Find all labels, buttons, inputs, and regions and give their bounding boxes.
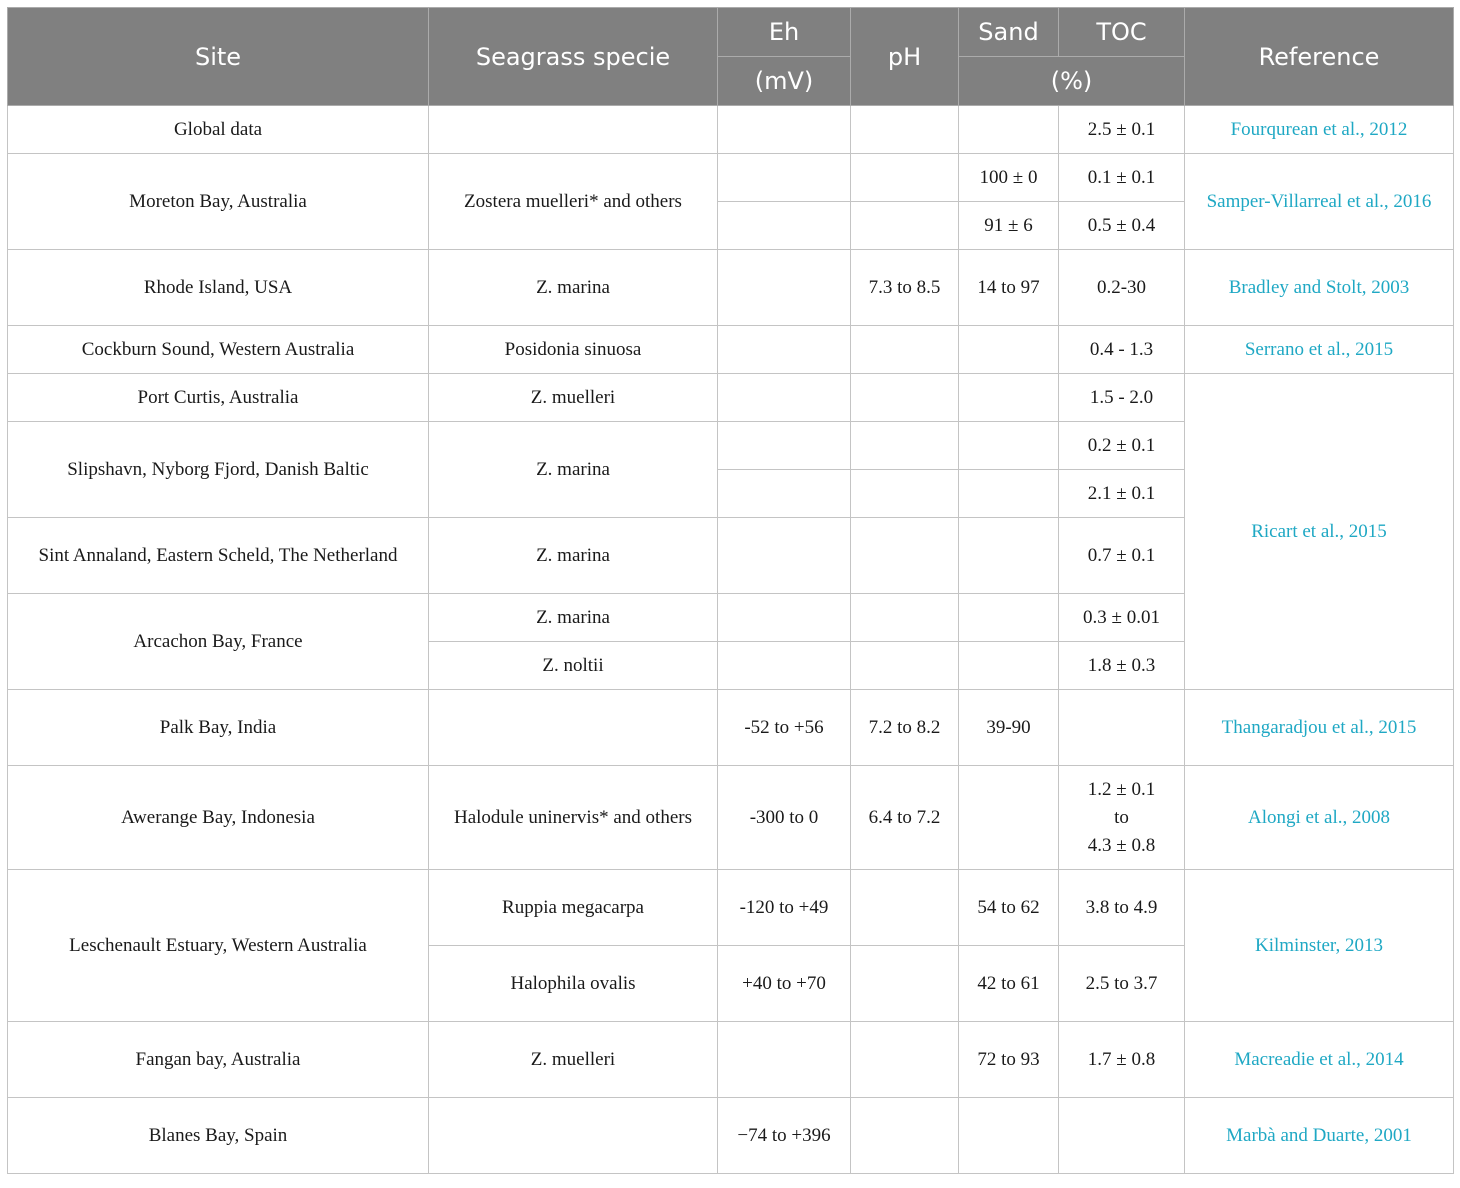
cell-eh: -300 to 0 xyxy=(718,766,851,870)
seagrass-sediment-table xyxy=(7,7,1454,1174)
cell-site: Fangan bay, Australia xyxy=(8,1022,429,1098)
cell-sand: 42 to 61 xyxy=(959,946,1059,1022)
table-header xyxy=(8,8,1454,106)
cell-eh: −74 to +396 xyxy=(718,1098,851,1174)
header-site: Site xyxy=(8,8,429,106)
table-row xyxy=(8,374,1454,422)
table-row xyxy=(8,154,1454,202)
cell-species: Z. marina xyxy=(429,250,718,326)
cell-toc: 2.5 to 3.7 xyxy=(1059,946,1185,1022)
cell-toc: 0.1 ± 0.1 xyxy=(1059,154,1185,202)
table-body xyxy=(8,106,1454,1174)
cell-eh xyxy=(718,422,851,470)
header-eh: Eh xyxy=(718,8,851,57)
cell-species: Z. marina xyxy=(429,594,718,642)
cell-species xyxy=(429,1098,718,1174)
cell-eh xyxy=(718,470,851,518)
cell-toc xyxy=(1059,690,1185,766)
cell-species: Z. marina xyxy=(429,422,718,518)
cell-eh xyxy=(718,374,851,422)
cell-toc xyxy=(1059,766,1185,870)
cell-sand: 100 ± 0 xyxy=(959,154,1059,202)
cell-ph xyxy=(851,106,959,154)
cell-ph xyxy=(851,374,959,422)
table-row xyxy=(8,690,1454,766)
header-percent-unit: (%) xyxy=(959,57,1185,106)
header-sand: Sand xyxy=(959,8,1059,57)
cell-eh xyxy=(718,106,851,154)
cell-sand xyxy=(959,326,1059,374)
cell-eh xyxy=(718,594,851,642)
cell-species: Zostera muelleri* and others xyxy=(429,154,718,250)
table-row xyxy=(8,326,1454,374)
header-toc: TOC xyxy=(1059,8,1185,57)
cell-sand: 54 to 62 xyxy=(959,870,1059,946)
cell-ph xyxy=(851,518,959,594)
cell-toc: 2.1 ± 0.1 xyxy=(1059,470,1185,518)
cell-ph xyxy=(851,326,959,374)
cell-sand xyxy=(959,766,1059,870)
toc-range-end: 4.3 ± 0.8 xyxy=(1087,834,1156,856)
cell-site: Awerange Bay, Indonesia xyxy=(8,766,429,870)
cell-species: Ruppia megacarpa xyxy=(429,870,718,946)
cell-ph: 7.3 to 8.5 xyxy=(851,250,959,326)
cell-site: Sint Annaland, Eastern Scheld, The Netherland xyxy=(8,518,429,594)
cell-ph xyxy=(851,154,959,202)
table-row xyxy=(8,870,1454,946)
cell-ph xyxy=(851,642,959,690)
reference-link[interactable]: Samper-Villarreal et al., 2016 xyxy=(1185,154,1454,250)
cell-eh: -120 to +49 xyxy=(718,870,851,946)
cell-sand xyxy=(959,106,1059,154)
reference-link[interactable]: Thangaradjou et al., 2015 xyxy=(1185,690,1454,766)
cell-ph xyxy=(851,202,959,250)
cell-species: Posidonia sinuosa xyxy=(429,326,718,374)
cell-sand xyxy=(959,1098,1059,1174)
cell-toc: 1.8 ± 0.3 xyxy=(1059,642,1185,690)
cell-sand xyxy=(959,470,1059,518)
cell-toc: 2.5 ± 0.1 xyxy=(1059,106,1185,154)
cell-species: Halodule uninervis* and others xyxy=(429,766,718,870)
header-ph: pH xyxy=(851,8,959,106)
cell-toc: 3.8 to 4.9 xyxy=(1059,870,1185,946)
cell-toc: 0.3 ± 0.01 xyxy=(1059,594,1185,642)
cell-eh: -52 to +56 xyxy=(718,690,851,766)
cell-sand xyxy=(959,518,1059,594)
cell-ph xyxy=(851,946,959,1022)
cell-ph xyxy=(851,870,959,946)
reference-link[interactable]: Ricart et al., 2015 xyxy=(1185,374,1454,690)
table-container xyxy=(7,7,1454,1174)
cell-eh xyxy=(718,250,851,326)
table-row xyxy=(8,106,1454,154)
cell-toc: 1.7 ± 0.8 xyxy=(1059,1022,1185,1098)
cell-site: Arcachon Bay, France xyxy=(8,594,429,690)
reference-link[interactable]: Fourqurean et al., 2012 xyxy=(1185,106,1454,154)
reference-link[interactable]: Marbà and Duarte, 2001 xyxy=(1185,1098,1454,1174)
reference-link[interactable]: Macreadie et al., 2014 xyxy=(1185,1022,1454,1098)
cell-toc xyxy=(1059,1098,1185,1174)
reference-link[interactable]: Serrano et al., 2015 xyxy=(1185,326,1454,374)
cell-toc: 1.5 - 2.0 xyxy=(1059,374,1185,422)
cell-species xyxy=(429,690,718,766)
cell-ph xyxy=(851,470,959,518)
table-row xyxy=(8,1098,1454,1174)
cell-species: Halophila ovalis xyxy=(429,946,718,1022)
cell-ph: 7.2 to 8.2 xyxy=(851,690,959,766)
header-eh-unit: (mV) xyxy=(718,57,851,106)
toc-range-start: 1.2 ± 0.1 xyxy=(1087,778,1156,800)
table-row xyxy=(8,250,1454,326)
cell-species: Z. marina xyxy=(429,518,718,594)
cell-site: Leschenault Estuary, Western Australia xyxy=(8,870,429,1022)
table-row xyxy=(8,1022,1454,1098)
cell-toc: 0.4 - 1.3 xyxy=(1059,326,1185,374)
cell-species xyxy=(429,106,718,154)
header-reference: Reference xyxy=(1185,8,1454,106)
cell-eh xyxy=(718,1022,851,1098)
cell-sand: 91 ± 6 xyxy=(959,202,1059,250)
cell-eh xyxy=(718,642,851,690)
toc-range-to: to xyxy=(1114,806,1129,828)
reference-link[interactable]: Kilminster, 2013 xyxy=(1185,870,1454,1022)
cell-ph xyxy=(851,422,959,470)
cell-sand xyxy=(959,642,1059,690)
cell-site: Global data xyxy=(8,106,429,154)
cell-sand: 72 to 93 xyxy=(959,1022,1059,1098)
cell-toc: 0.7 ± 0.1 xyxy=(1059,518,1185,594)
cell-species: Z. noltii xyxy=(429,642,718,690)
cell-toc: 0.2 ± 0.1 xyxy=(1059,422,1185,470)
reference-link[interactable]: Bradley and Stolt, 2003 xyxy=(1185,250,1454,326)
cell-sand xyxy=(959,594,1059,642)
cell-eh xyxy=(718,326,851,374)
cell-site: Palk Bay, India xyxy=(8,690,429,766)
cell-site: Slipshavn, Nyborg Fjord, Danish Baltic xyxy=(8,422,429,518)
cell-species: Z. muelleri xyxy=(429,374,718,422)
cell-toc: 0.2-30 xyxy=(1059,250,1185,326)
cell-sand: 14 to 97 xyxy=(959,250,1059,326)
cell-ph: 6.4 to 7.2 xyxy=(851,766,959,870)
cell-species: Z. muelleri xyxy=(429,1022,718,1098)
cell-sand xyxy=(959,422,1059,470)
cell-site: Rhode Island, USA xyxy=(8,250,429,326)
cell-site: Cockburn Sound, Western Australia xyxy=(8,326,429,374)
reference-link[interactable]: Alongi et al., 2008 xyxy=(1185,766,1454,870)
cell-sand xyxy=(959,374,1059,422)
cell-site: Blanes Bay, Spain xyxy=(8,1098,429,1174)
cell-ph xyxy=(851,594,959,642)
cell-ph xyxy=(851,1022,959,1098)
cell-sand: 39-90 xyxy=(959,690,1059,766)
header-species: Seagrass specie xyxy=(429,8,718,106)
table-row xyxy=(8,766,1454,870)
cell-site: Port Curtis, Australia xyxy=(8,374,429,422)
cell-site: Moreton Bay, Australia xyxy=(8,154,429,250)
cell-eh xyxy=(718,518,851,594)
cell-eh xyxy=(718,154,851,202)
cell-eh xyxy=(718,202,851,250)
cell-toc: 0.5 ± 0.4 xyxy=(1059,202,1185,250)
cell-ph xyxy=(851,1098,959,1174)
cell-eh: +40 to +70 xyxy=(718,946,851,1022)
